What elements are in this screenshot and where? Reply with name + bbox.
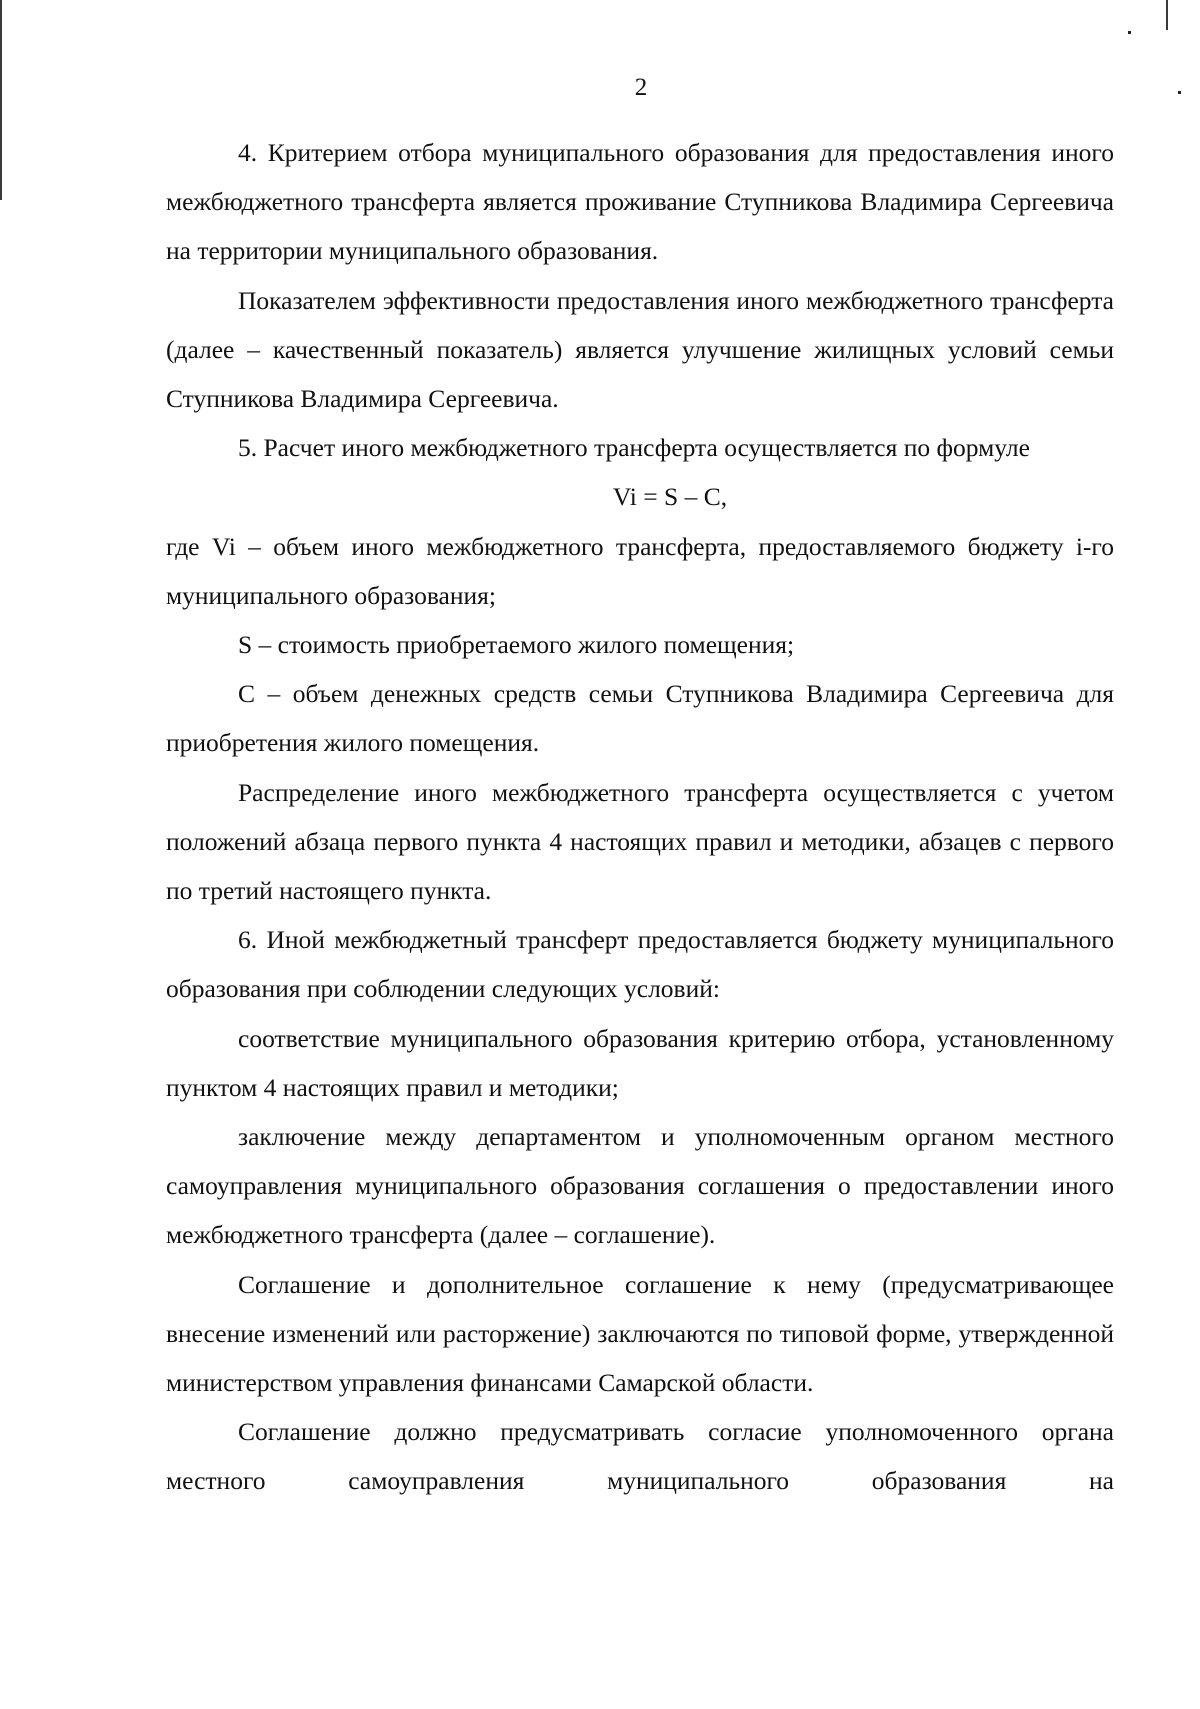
paragraph-agreement-form: Соглашение и дополнительное соглашение к нему (предусматривающее внесение изменений или расторжение) заключаются по типовой форме, утвержденной министерством управления финансами Самарской области.	[166, 1269, 1114, 1398]
scan-edge-right	[1166, 0, 1168, 30]
paragraph-formula-c: C – объем денежных средств семьи Ступникова Владимира Сергеевича для приобретения жилого помещения.	[166, 679, 1114, 758]
paragraph-condition-agreement: заключение между департаментом и уполномоченным органом местного самоуправления муниципального образования соглашения о предоставлении иного межбюджетного трансферта (далее – соглашение).	[166, 1122, 1114, 1250]
paragraph-criterion: 4. Критерием отбора муниципального образования для предоставления иного межбюджетного трансферта является проживание Ступникова Владимира Сергеевича на территории муниципального образования.	[166, 138, 1114, 266]
paragraph-calculation: 5. Расчет иного межбюджетного трансферта осуществляется по формуле	[238, 433, 1030, 463]
paragraph-distribution: Распределение иного межбюджетного трансферта осуществляется с учетом положений абзаца первого пункта 4 настоящих правил и методики, абзацев с первого по третий настоящего пункта.	[166, 777, 1114, 906]
formula: Vi = S – C,	[612, 482, 728, 512]
paragraph-agreement-consent: Соглашение должно предусматривать согласие уполномоченного органа местного самоуправления муниципального образования на	[166, 1417, 1114, 1496]
page-number: 2	[634, 74, 648, 101]
paragraph-conditions: 6. Иной межбюджетный трансферт предоставляется бюджету муниципального образования при соблюдении следующих условий:	[166, 925, 1114, 1004]
scan-speck	[1128, 31, 1131, 34]
paragraph-formula-vi: где Vi – объем иного межбюджетного трансферта, предоставляемого бюджету i-го муниципального образования;	[166, 531, 1114, 610]
document-body	[166, 128, 1114, 1506]
paragraph-condition-compliance: соответствие муниципального образования критерию отбора, установленному пунктом 4 настоящих правил и методики;	[166, 1023, 1114, 1102]
paragraph-indicator: Показателем эффективности предоставления иного межбюджетного трансферта (далее – качественный показатель) является улучшение жилищных условий семьи Ступникова Владимира Сергеевича.	[166, 285, 1114, 414]
paragraph-formula-s: S – стоимость приобретаемого жилого помещения;	[238, 630, 795, 660]
